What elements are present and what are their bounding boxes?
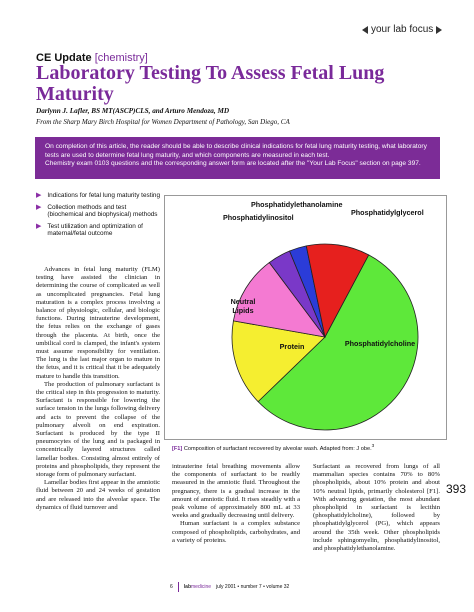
bullet-list [36, 192, 161, 242]
bullet-text: Indications for fetal lung maturity testing [47, 192, 160, 199]
caption-ref: 3 [371, 443, 375, 448]
pie-label-phosphatidylcholine: Phosphatidylcholine [344, 339, 416, 348]
body-column-1 [36, 266, 160, 512]
figure-caption [172, 443, 374, 452]
pie-chart [165, 196, 446, 439]
footer-divider [178, 582, 179, 592]
body-column-3 [313, 463, 440, 553]
article-affiliation: From the Sharp Mary Birch Hospital for Women Department of Pathology, San Diego, CA [36, 118, 290, 126]
body-column-2 [172, 463, 300, 545]
section-tag-label: your lab focus [371, 24, 434, 35]
topic-label: [chemistry] [94, 52, 148, 64]
paragraph: The production of pulmonary surfactant is the critical step in this progression to maturity. Surfactant is responsible for lowering the surface tension in the lungs following delivery and acts to prevent the collapse of the pulmonary alveoli on end expiration. Surfactant is produced by the type II pneumocytes of the lung and is packaged in concentrically layered structures called lamellar bodies. Consisting almost entirely of proteins and phospholipids, they represent the storage form of pulmonary surfactant. [36, 380, 160, 479]
brand-lab: lab [183, 584, 192, 590]
bullet-text: Test utilization and optimization of maternal/fetal outcome [47, 222, 143, 238]
article-title: Laboratory Testing To Assess Fetal Lung Maturity [36, 62, 385, 105]
right-arrow-icon [436, 26, 442, 34]
pie-label-phosphatidylinositol: Phosphatidylinositol [223, 213, 294, 222]
ce-label: CE Update [36, 52, 92, 64]
section-tag [362, 24, 442, 35]
side-page-number: 393 [446, 482, 467, 496]
bullet-text: Collection methods and test (biochemical and biophysical) methods [47, 203, 158, 219]
left-arrow-icon [362, 26, 368, 34]
brand-medicine: medicine [191, 584, 212, 590]
list-item [36, 204, 161, 219]
pie-label-phosphatidylethanolamine: Phosphatidylethanolamine [251, 200, 343, 209]
pie-label-neutral-lipids: Neutral Lipids [230, 297, 256, 315]
figure-label: [F1] [172, 445, 183, 452]
paragraph: Surfactant as recovered from lungs of all mammalian species contains 70% to 80% phospholipids, about 10% protein and about 10% neutral lipids, primarily cholesterol [F1]. With advancing gestation, the most abundant phospholipid in surfactant is lecithin (phosphatidylcholine), followed by phosphatidylglycerol (PG), which appears around the 35th week. Other phospholipids include sphingomyelin, phosphatidylinositol, and phosphatidylethanolamine. [313, 463, 440, 553]
footer-brand [184, 584, 211, 590]
figure-pie-chart [164, 195, 447, 440]
paragraph: intrauterine fetal breathing movements allow the components of surfactant to be readily measured in the amniotic fluid. Throughout the pregnancy, there is a gradual increase in the amount of amniotic fluid. It rises steadily with a peak volume of approximately 800 mL at 33 weeks and gradually decreasing until delivery. [172, 463, 300, 520]
footer-page-number: 6 [170, 584, 173, 590]
article-authors: Darlynn J. Lafler, BS MT(ASCP)CLS, and Arturo Mendoza, MD [36, 107, 230, 115]
objectives-box [35, 137, 440, 179]
triangle-bullet-icon: ▶ [36, 192, 42, 199]
footer-issue: july 2001 • number 7 • volume 32 [216, 584, 290, 590]
pie-label-phosphatidylglycerol: Phosphatidylglycerol [351, 208, 424, 217]
triangle-bullet-icon: ▶ [36, 203, 42, 211]
paragraph: Human surfactant is a complex substance composed of phospholipids, carbohydrates, and a variety of proteins. [172, 520, 300, 544]
page-footer [170, 582, 289, 592]
objectives-text: On completion of this article, the reader should be able to describe clinical indications for fetal lung maturity testing, what laboratory tests are used to determine fetal lung maturity, and which components are measured in each test. [45, 143, 427, 159]
caption-text: Composition of surfactant recovered by alveolar wash. Adapted from: J obe. [183, 445, 372, 452]
paragraph: Lamellar bodies first appear in the amniotic fluid between 20 and 24 weeks of gestation and are released into the alveolar space. The dynamics of fluid turnover and [36, 479, 160, 511]
exam-note: Chemistry exam 0103 questions and the corresponding answer form are located after the "Your Lab Focus" section on page 397. [45, 160, 421, 168]
list-item [36, 192, 161, 200]
pie-label-protein: Protein [279, 342, 305, 351]
list-item [36, 223, 161, 238]
paragraph: Advances in fetal lung maturity (FLM) testing have assisted the clinician in determining the course of complicated as well as uncomplicated pregnancies. Fetal lung maturation is a complex process involving a balance of physiologic, cellular, and biologic functions. During intrauterine development, the fetus relies on the exchange of gases through the placenta. At birth, once the umbilical cord is clamped, the infant's system must assume responsibility for ventilation. The lung is the last major organ to mature in the fetus, and it is critical that it be adequately mature to handle this transition. [36, 266, 160, 380]
triangle-bullet-icon: ▶ [36, 222, 42, 230]
